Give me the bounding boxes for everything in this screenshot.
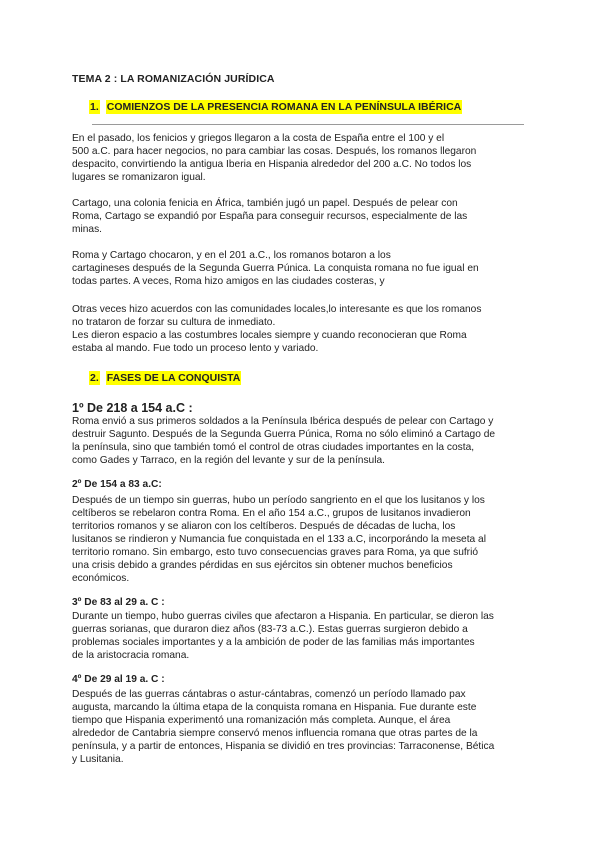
phase-2-text (72, 494, 532, 585)
section-1-number: 1. (90, 101, 99, 113)
text-line: Roma, Cartago se expandió por España para conseguir recursos, especialmente de las (72, 211, 468, 222)
text-line: destruir Sagunto. Después de la Segunda Guerra Púnica, Roma no sólo eliminó a Cartago de (72, 429, 496, 440)
section-2-title: FASES DE LA CONQUISTA (106, 372, 241, 384)
section-1-heading (89, 101, 462, 113)
text-line: 500 a.C. para hacer negocios, no para cambiar las cosas. Después, los romanos llegaron (72, 146, 477, 157)
text-line: lusitanos se rindieron y Numancia fue conquistada en el 133 a.C, incorporándo la meseta al (72, 534, 486, 545)
phase-1-text (72, 415, 532, 467)
text-line: Roma y Cartago chocaron, y en el 201 a.C., los romanos botaron a los (72, 250, 391, 261)
text-line: territorios romanos y se aliaron con los celtíberos. Después de décadas de lucha, los (72, 521, 456, 532)
paragraph-4 (72, 303, 532, 355)
phase-3-text (72, 610, 532, 662)
text-line: despacito, convirtiendo la antigua Iberia en Hispania alrededor del 200 a.C. No todos los (72, 159, 472, 170)
text-line: tiempo que Hispania experimentó una romanización más completa. Aunque, el área (72, 715, 451, 726)
section-2-number: 2. (90, 372, 99, 384)
text-line: de la aristocracia romana. (72, 650, 190, 661)
text-line: como Gades y Tarraco, en la región del levante y sur de la península. (72, 455, 385, 466)
text-line: Después de un tiempo sin guerras, hubo un período sangriento en el que los lusitanos y los (72, 495, 485, 506)
text-line: Durante un tiempo, hubo guerras civiles que afectaron a Hispania. En particular, se dieron las (72, 611, 494, 622)
text-line: minas. (72, 224, 103, 235)
text-line: alrededor de Cantabria siempre conservó menos influencia romana que otras partes de la (72, 728, 478, 739)
paragraph-1 (72, 132, 532, 184)
text-line: económicos. (72, 573, 130, 584)
text-line: Después de las guerras cántabras o astur-cántabras, comenzó un período llamado pax (72, 689, 466, 700)
text-line: lugares se romanizaron igual. (72, 172, 206, 183)
section-1-title: COMIENZOS DE LA PRESENCIA ROMANA EN LA PENÍNSULA IBÉRICA (106, 101, 462, 113)
text-line: cartagineses después de la Segunda Guerra Púnica. La conquista romana no fue igual en (72, 263, 479, 274)
text-line: la península, sino que también tomó el control de otras ciudades importantes en la costa, (72, 442, 475, 453)
paragraph-2 (72, 197, 532, 236)
text-line: Les dieron espacio a las costumbres locales siempre y cuando reconocieran que Roma (72, 330, 467, 341)
text-line: una crisis debido a grandes pérdidas en sus ejércitos sin obtener muchos beneficios (72, 560, 453, 571)
text-line: y Lusitania. (72, 754, 124, 765)
text-line: península, y a partir de entonces, Hispania se dividió en tres provincias: Tarraconense, Bética (72, 741, 495, 752)
text-line: no trataron de forzar su cultura de inmediato. (72, 317, 276, 328)
paragraph-3 (72, 249, 532, 288)
text-line: todas partes. A veces, Roma hizo amigos en las ciudades costeras, y (72, 276, 385, 287)
section-2-heading (89, 372, 241, 384)
text-line: problemas sociales importantes y a la ambición de poder de las familias más importantes (72, 637, 475, 648)
text-line: celtíberos se rebelaron contra Roma. En el año 154 a.C., grupos de lusitanos invadieron (72, 508, 471, 519)
section-1-divider (92, 124, 524, 125)
text-line: augusta, marcando la última etapa de la conquista romana en Hispania. Fue durante este (72, 702, 477, 713)
phase-3-title: 3º De 83 al 29 a. C : (72, 597, 165, 608)
text-line: territorio romano. Sin embargo, esto tuvo consecuencias graves para Roma, ya que sufrió (72, 547, 479, 558)
text-line: Cartago, una colonia fenicia en África, también jugó un papel. Después de pelear con (72, 198, 458, 209)
phase-1-title: 1º De 218 a 154 a.C : (72, 401, 193, 415)
text-line: estaba al mando. Fue todo un proceso lento y variado. (72, 343, 319, 354)
text-line: Otras veces hizo acuerdos con las comunidades locales,lo interesante es que los romanos (72, 304, 482, 315)
text-line: guerras sorianas, que duraron diez años (83-73 a.C.). Estas guerras surgieron debido a (72, 624, 468, 635)
phase-2-title: 2º De 154 a 83 a.C: (72, 479, 162, 490)
text-line: En el pasado, los fenicios y griegos llegaron a la costa de España entre el 100 y el (72, 133, 445, 144)
text-line: Roma envió a sus primeros soldados a la Península Ibérica después de pelear con Cartago y (72, 416, 494, 427)
phase-4-text (72, 688, 532, 766)
document-title: TEMA 2 : LA ROMANIZACIÓN JURÍDICA (72, 73, 275, 85)
phase-4-title: 4º De 29 al 19 a. C : (72, 674, 165, 685)
